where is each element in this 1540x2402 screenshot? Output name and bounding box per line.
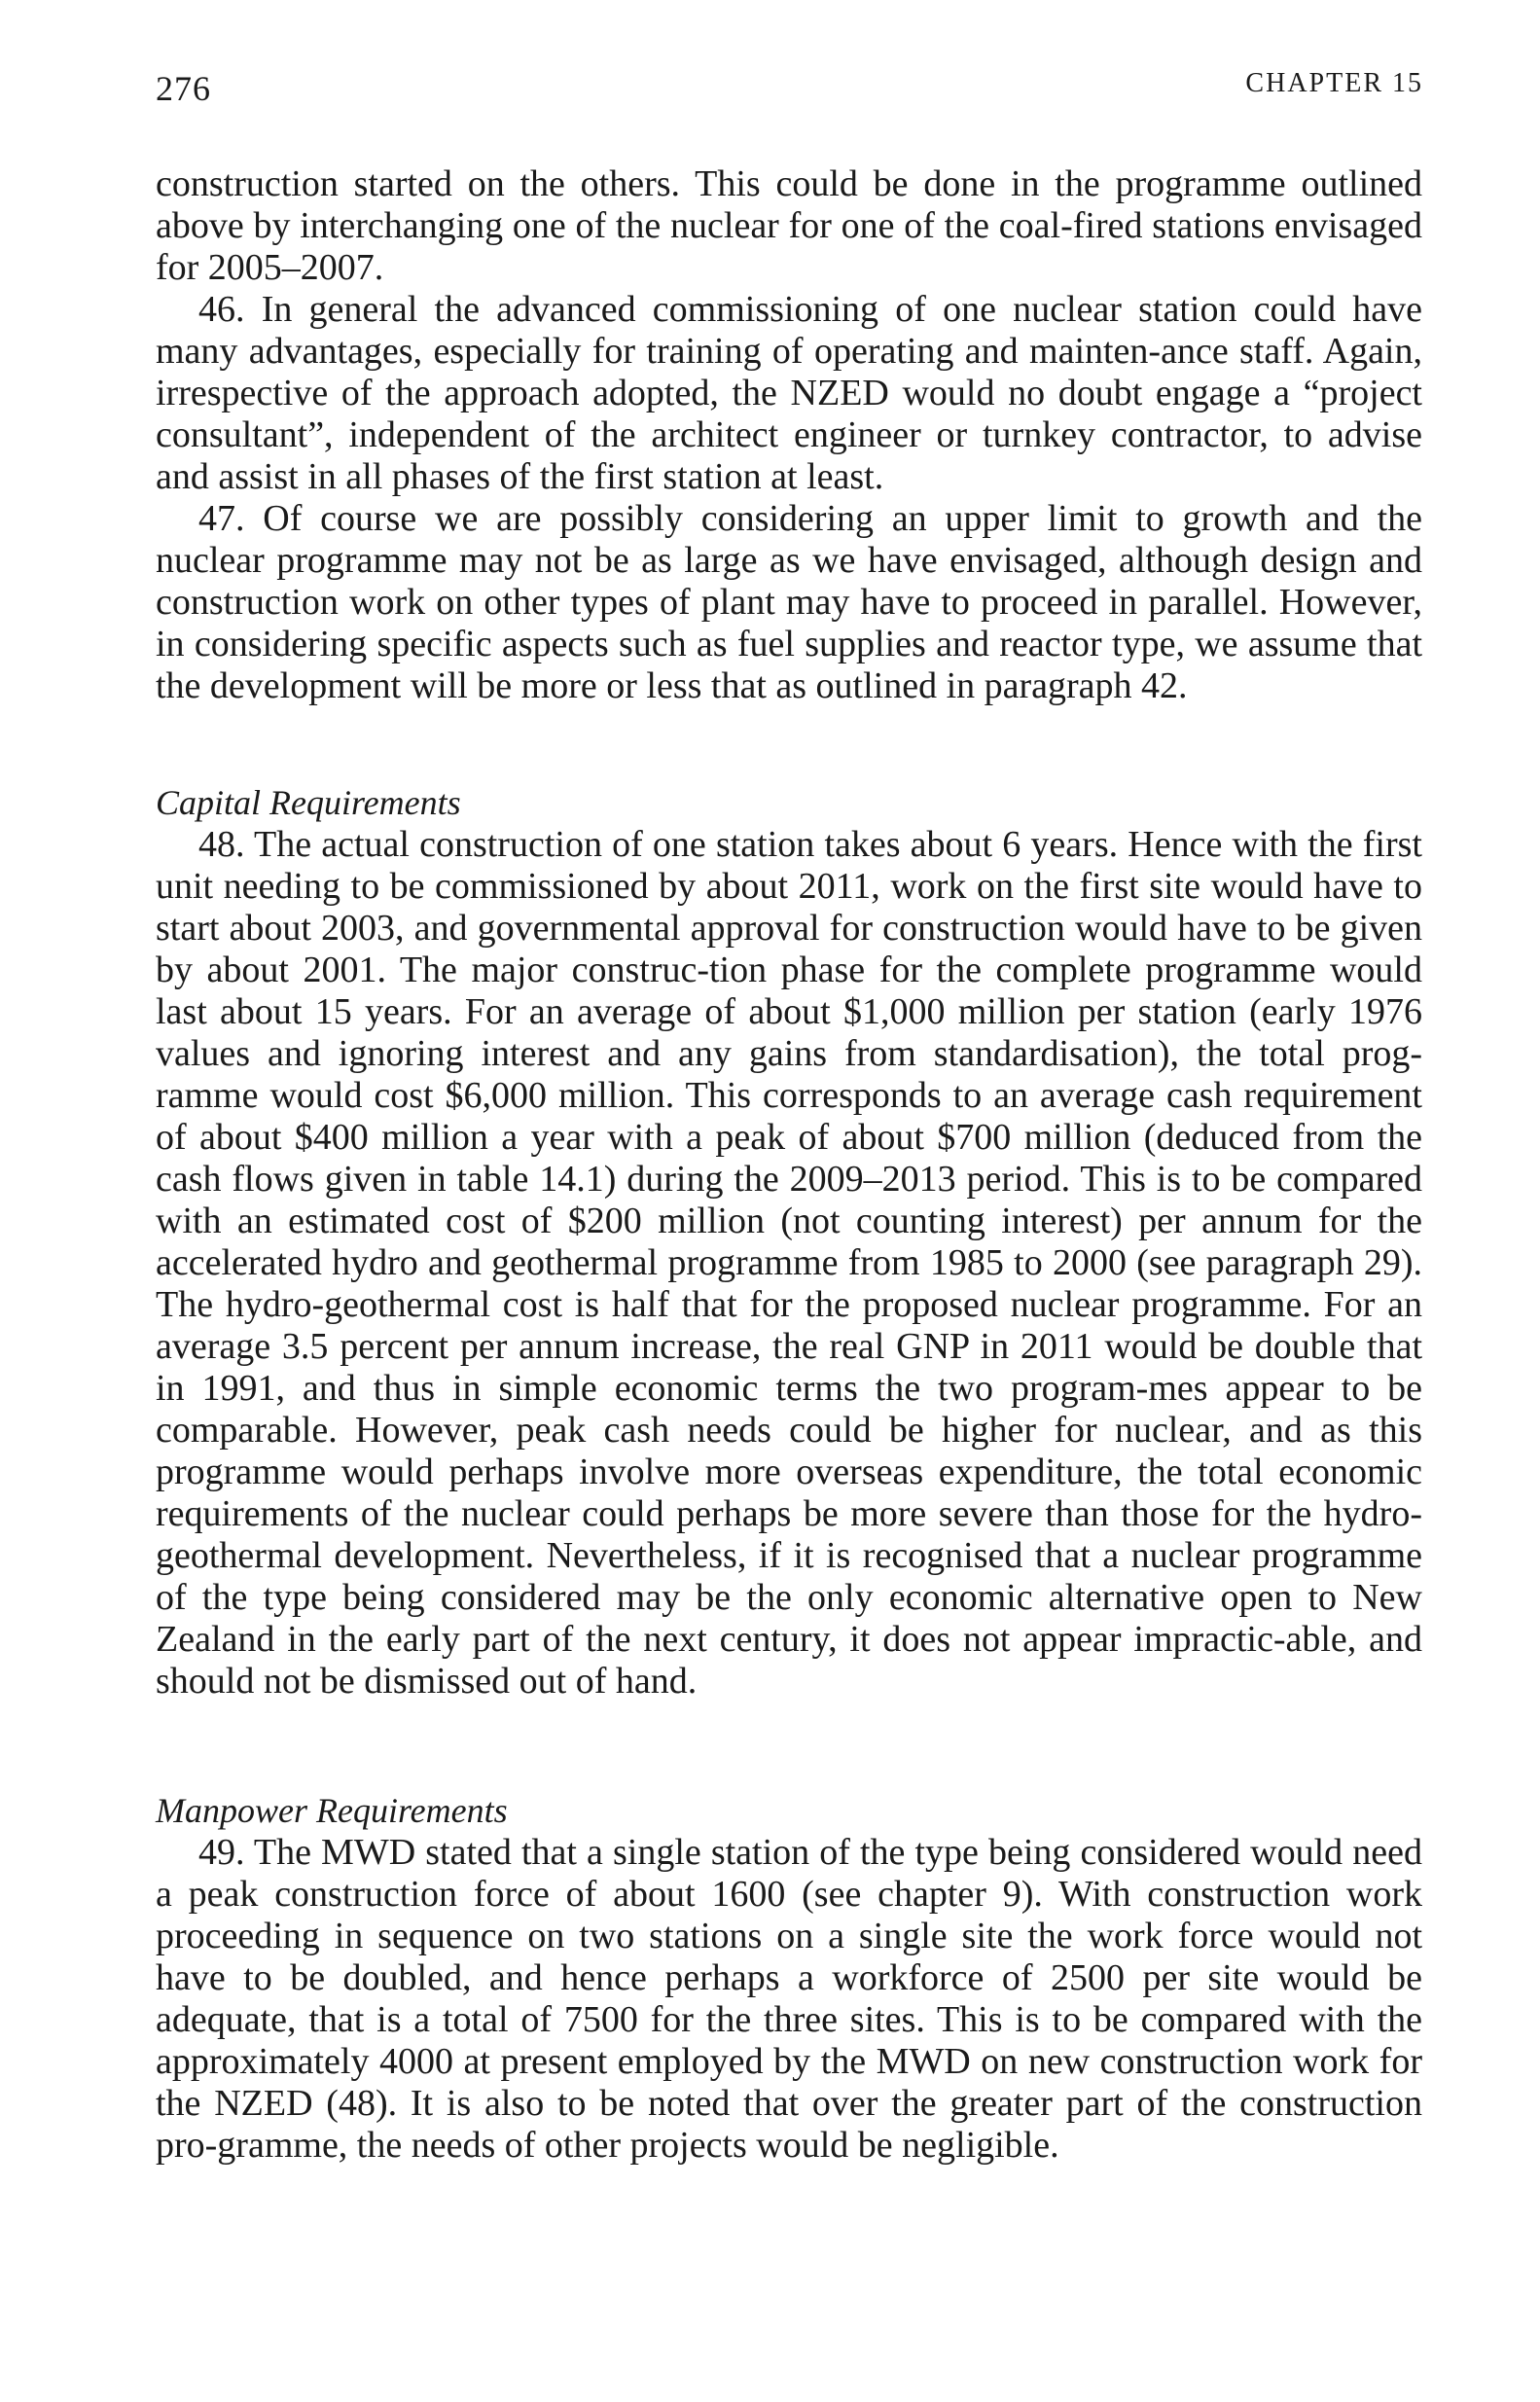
paragraph-continued: construction started on the others. This could be done in the programme outlined above by interchanging one of the nuclear for one of the coal-fired stations envisaged for 2005–2007. bbox=[156, 163, 1422, 288]
page-content bbox=[156, 163, 1422, 2167]
page-number: 276 bbox=[156, 69, 211, 108]
paragraph-49: 49. The MWD stated that a single station of the type being considered would need a peak construction force of about 1600 (see chapter 9). With construction work proceeding in sequence on two stations on a single site the work force would not have to be doubled, and hence perhaps a workforce of 2500 per site would be adequate, that is a total of 7500 for the three sites. This is to be compared with the approximately 4000 at present employed by the MWD on new construction work for the NZED (48). It is also to be noted that over the greater part of the construction pro-gramme, the needs of other projects would be negligible. bbox=[156, 1832, 1422, 2166]
capital-requirements-heading: Capital Requirements bbox=[156, 783, 461, 822]
paragraph-48: 48. The actual construction of one station takes about 6 years. Hence with the first unit needing to be commissioned by about 2011, work on the first site would have to start about 2003, and governmental approval for construction would have to be given by about 2001. The major construc-tion phase for the complete programme would last about 15 years. For an average of about $1,000 million per station (early 1976 values and ignoring interest and any gains from standardisation), the total prog-ramme would cost $6,000 million. This corresponds to an average cash requirement of about $400 million a year with a peak of about $700 million (deduced from the cash flows given in table 14.1) during the 2009–2013 period. This is to be compared with an estimated cost of $200 million (not counting interest) per annum for the accelerated hydro and geothermal programme from 1985 to 2000 (see paragraph 29). The hydro-geothermal cost is half that for the proposed nuclear programme. For an average 3.5 percent per annum increase, the real GNP in 2011 would be double that in 1991, and thus in simple economic terms the two program-mes appear to be comparable. However, peak cash needs could be higher for nuclear, and as this programme would perhaps involve more overseas expenditure, the total economic requirements of the nuclear could perhaps be more severe than those for the hydro-geothermal development. Nevertheless, if it is recognised that a nuclear programme of the type being considered may be the only economic alternative open to New Zealand in the early part of the next century, it does not appear impractic-able, and should not be dismissed out of hand. bbox=[156, 824, 1422, 1702]
running-head: CHAPTER 15 bbox=[1245, 68, 1423, 98]
paragraph-47: 47. Of course we are possibly considering an upper limit to growth and the nuclear programme may not be as large as we have envisaged, although design and construction work on other types of plant may have to proceed in parallel. However, in considering specific aspects such as fuel supplies and reactor type, we assume that the development will be more or less that as outlined in paragraph 42. bbox=[156, 498, 1422, 706]
paragraph-46: 46. In general the advanced commissioning of one nuclear station could have many advantages, especially for training of operating and mainten-ance staff. Again, irrespective of the approach adopted, the NZED would no doubt engage a “project consultant”, independent of the architect engineer or turnkey contractor, to advise and assist in all phases of the first station at least. bbox=[156, 289, 1422, 497]
capital-requirements-section bbox=[156, 782, 1422, 1703]
manpower-requirements-heading: Manpower Requirements bbox=[156, 1791, 508, 1830]
manpower-requirements-section bbox=[156, 1790, 1422, 2167]
